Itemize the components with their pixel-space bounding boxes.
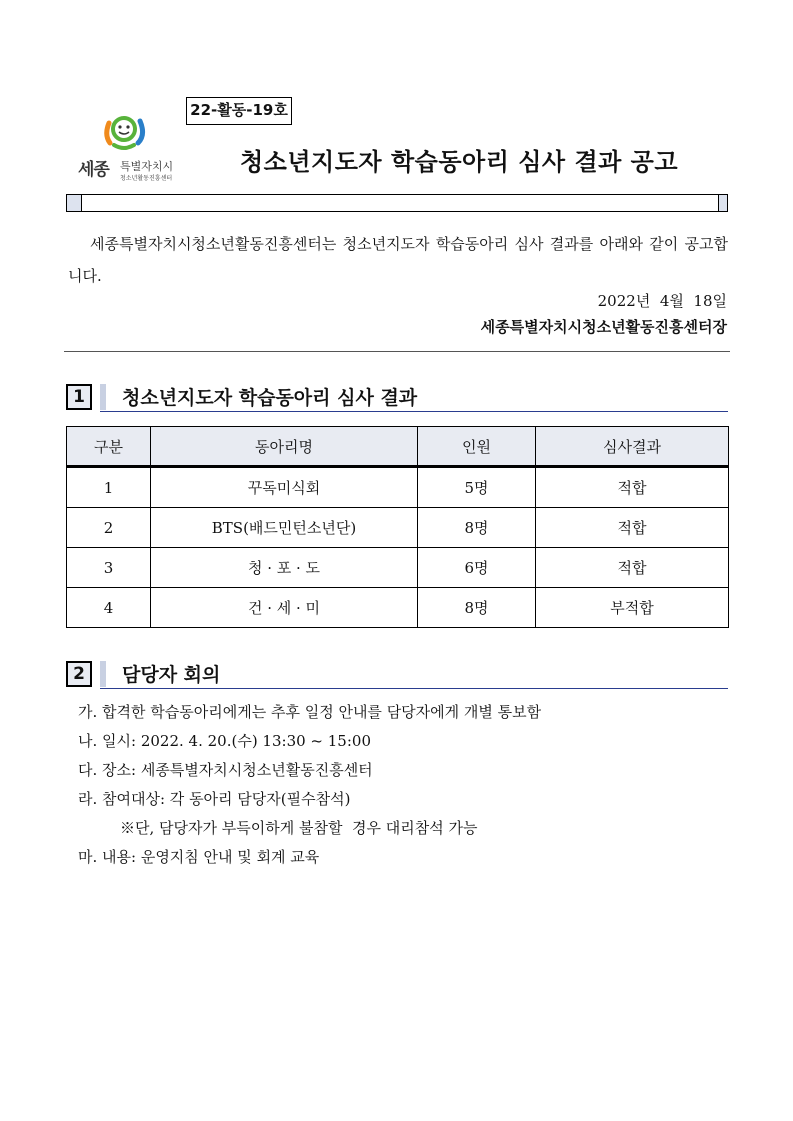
- list-item: 가. 합격한 학습동아리에게는 추후 일정 안내를 담당자에게 개별 통보함: [78, 703, 542, 721]
- table-header-row: [67, 427, 729, 467]
- issuer-name: 세종특별자치시청소년활동진흥센터장: [480, 318, 727, 336]
- divider-left-block: [67, 195, 82, 211]
- table-row: [67, 548, 729, 588]
- title-divider-bar: [66, 194, 728, 212]
- table-cell: 적합: [536, 508, 729, 548]
- table-cell: 4: [67, 588, 151, 628]
- section-number: 2: [66, 661, 92, 687]
- list-item: 라. 참여대상: 각 동아리 담당자(필수참석): [78, 790, 351, 808]
- table-cell: 8명: [418, 588, 536, 628]
- table-cell: 적합: [536, 467, 729, 508]
- list-item: 마. 내용: 운영지침 안내 및 회계 교육: [78, 848, 320, 866]
- list-note: ※단, 담당자가 부득이하게 불참할 경우 대리참석 가능: [120, 819, 478, 837]
- list-item: 나. 일시: 2022. 4. 20.(수) 13:30 ~ 15:00: [78, 732, 371, 750]
- divider-right-block: [718, 195, 727, 211]
- table-cell: 6명: [418, 548, 536, 588]
- table-cell: 3: [67, 548, 151, 588]
- table-row: [67, 588, 729, 628]
- issue-date: 2022년 4월 18일: [597, 292, 727, 310]
- document-number: 22-활동-19호: [186, 97, 292, 125]
- section-number: 1: [66, 384, 92, 410]
- logo-name-big: 세종: [78, 160, 109, 180]
- table-cell: 2: [67, 508, 151, 548]
- section-title: 담당자 회의: [122, 664, 221, 686]
- logo-name-small: 특별자치시: [120, 160, 174, 173]
- table-row: [67, 467, 729, 508]
- table-cell: 청 · 포 · 도: [151, 548, 418, 588]
- table-cell: 건 · 세 · 미: [151, 588, 418, 628]
- section-underline: [100, 411, 728, 412]
- section-1-heading: [66, 384, 728, 414]
- table-cell: BTS(배드민턴소년단): [151, 508, 418, 548]
- column-header: 인원: [418, 427, 536, 467]
- intro-paragraph: [68, 228, 728, 292]
- table-cell: 적합: [536, 548, 729, 588]
- logo-subtitle: 청소년활동진흥센터: [120, 175, 173, 182]
- meeting-details-list: [78, 698, 541, 872]
- table-row: [67, 508, 729, 548]
- table-cell: 부적합: [536, 588, 729, 628]
- section-accent-bar: [100, 384, 106, 410]
- section-underline: [100, 688, 728, 689]
- column-header: 구분: [67, 427, 151, 467]
- list-item: 다. 장소: 세종특별자치시청소년활동진흥센터: [78, 761, 373, 779]
- section-title: 청소년지도자 학습동아리 심사 결과: [122, 387, 418, 409]
- column-header: 동아리명: [151, 427, 418, 467]
- page-title: 청소년지도자 학습동아리 심사 결과 공고: [240, 148, 679, 176]
- header-separator: [64, 351, 730, 352]
- table-cell: 5명: [418, 467, 536, 508]
- table-cell: 꾸독미식회: [151, 467, 418, 508]
- intro-text: 세종특별자치시청소년활동진흥센터는 청소년지도자 학습동아리 심사 결과를 아래와 같이 공고합니다.: [68, 235, 728, 285]
- organization-logo: [76, 113, 188, 185]
- section-accent-bar: [100, 661, 106, 687]
- table-cell: 1: [67, 467, 151, 508]
- column-header: 심사결과: [536, 427, 729, 467]
- table-cell: 8명: [418, 508, 536, 548]
- result-table: [66, 426, 729, 628]
- section-2-heading: [66, 661, 728, 691]
